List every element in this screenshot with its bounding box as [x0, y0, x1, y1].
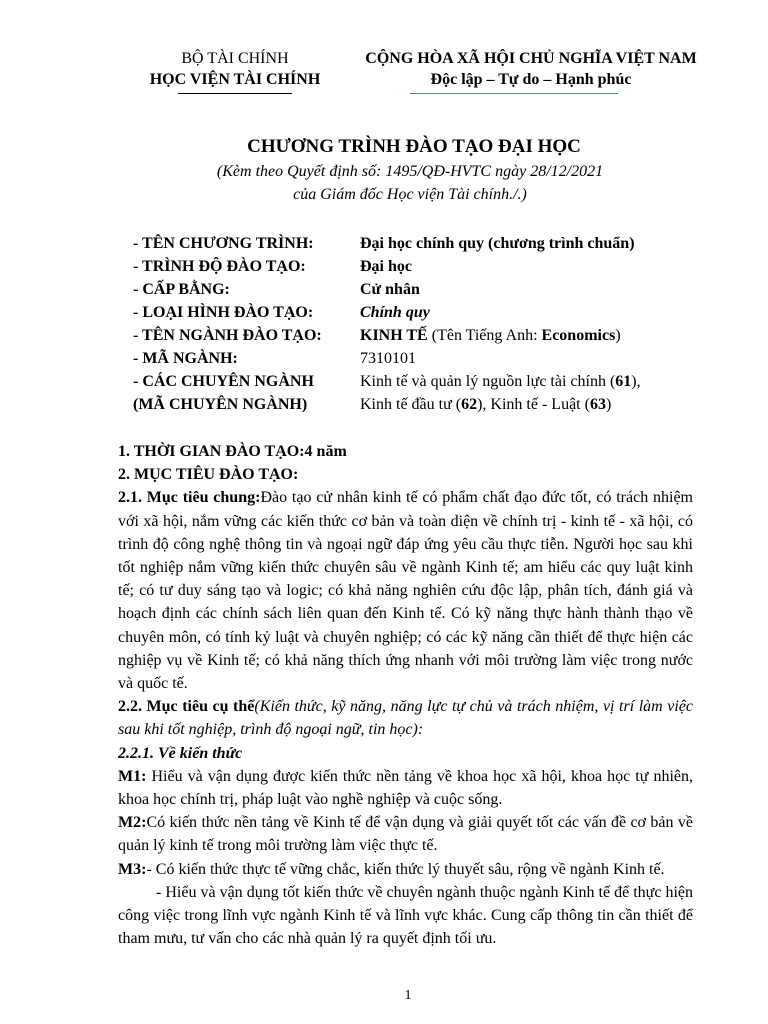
paragraph-specific-objective [118, 695, 693, 741]
m3-text: - Có kiến thức thực tế vững chắc, kiến thức lý thuyết sâu, rộng về ngành Kinh tế. [146, 860, 665, 878]
paragraph-m1 [118, 765, 697, 811]
general-objective-label: 2.1. Mục tiêu chung: [118, 489, 261, 507]
info-label: - MÃ NGÀNH: [133, 350, 238, 367]
paragraph-m2 [118, 811, 693, 857]
spec-code: 62 [461, 396, 478, 413]
info-row-major [133, 324, 705, 347]
subtitle-line-1: (Kèm theo Quyết định số: 1495/QĐ-HVTC ngày 28/12/2021 [216, 163, 604, 180]
specific-objective-text: (Kiến thức, kỹ năng, năng lực tự chủ và trách nhiệm, vị trí làm việc sau khi tốt nghiệp, trình độ ngoại ngữ, tin học): [118, 698, 693, 739]
major-name: KINH TẾ [360, 327, 428, 344]
paragraph-general-objective [118, 486, 693, 695]
page-number: 1 [404, 988, 412, 1003]
m2-label: M2: [118, 814, 147, 832]
spec-text: Kinh tế đầu tư ( [360, 396, 462, 413]
section-objectives: 2. MỤC TIÊU ĐÀO TẠO: [118, 466, 299, 484]
info-row-level [133, 255, 705, 278]
info-value: 7310101 [360, 350, 416, 367]
document-body [118, 440, 697, 950]
info-row-code [133, 347, 705, 370]
info-row-specializations [133, 370, 705, 416]
ministry-name: BỘ TÀI CHÍNH [181, 50, 289, 67]
header-right [350, 48, 712, 90]
header-right-underline [410, 93, 618, 94]
specific-objective-label: 2.2. Mục tiêu cụ thể [118, 698, 255, 716]
info-value [360, 370, 705, 416]
spec-code: 63 [589, 396, 606, 413]
section-training-time: 1. THỜI GIAN ĐÀO TẠO:4 năm [118, 443, 347, 460]
country-name: CỘNG HÒA XÃ HỘI CHỦ NGHĨA VIỆT NAM [365, 50, 697, 67]
info-label: - TÊN NGÀNH ĐÀO TẠO: [133, 327, 322, 344]
info-value: Chính quy [360, 304, 430, 321]
info-value: Cử nhân [360, 281, 420, 298]
spec-text: ), [631, 373, 641, 390]
info-value: Đại học chính quy (chương trình chuẩn) [360, 235, 635, 252]
spec-code: 61 [615, 373, 632, 390]
m1-label: M1: [118, 767, 147, 785]
info-row-program-name [133, 232, 705, 255]
info-label: - TÊN CHƯƠNG TRÌNH: [133, 235, 314, 252]
motto: Độc lập – Tự do – Hạnh phúc [430, 71, 632, 88]
paragraph-m3-continued: - Hiểu và vận dụng tốt kiến thức về chuyên ngành thuộc ngành Kinh tế để thực hiện công việc trong lĩnh vực ngành Kinh tế và lĩnh vực khác. Cung cấp thông tin cần thiết để tham mưu, tư vấn cho các nhà quản lý ra quyết định tối ưu. [118, 883, 693, 948]
info-row-degree [133, 278, 705, 301]
academy-name: HỌC VIỆN TÀI CHÍNH [149, 71, 321, 88]
major-english-prefix: (Tên Tiếng Anh: [427, 327, 542, 344]
paragraph-m3 [118, 858, 693, 881]
spec-text: ) [605, 396, 612, 413]
subsection-knowledge: 2.2.1. Về kiến thức [118, 744, 243, 762]
spec-text: ), Kinh tế - Luật ( [477, 396, 590, 413]
info-label: - CẤP BẰNG: [133, 281, 230, 298]
program-info [133, 232, 705, 416]
spec-label-line-2: (MÃ CHUYÊN NGÀNH) [133, 396, 308, 413]
spec-text: Kinh tế và quản lý nguồn lực tài chính ( [360, 373, 616, 390]
m3-label: M3: [118, 860, 147, 878]
general-objective-text: Đào tạo cử nhân kinh tế có phẩm chất đạo đức tốt, có trách nhiệm với xã hội, nắm vững các kiến thức cơ bản và toàn diện về chính trị - kinh tế - xã hội, có trình độ công nghệ thông tin và ngoại ngữ đáp ứng yêu cầu thực tiễn. Người học sau khi tốt nghiệp nắm vững kiến thức chuyên sâu về ngành Kinh tế; am hiểu các quy luật kinh tế; có tư duy sáng tạo và logic; có khả năng nghiên cứu độc lập, phân tích, đánh giá và hoạch định các chính sách liên quan đến Kinh tế. Có kỹ năng thực hành thành thạo về chuyên môn, có tính kỷ luật và chuyên nghiệp; có các kỹ năng cần thiết để thực hiện các nghiệp vụ về Kinh tế; có khả năng thích ứng nhanh với môi trường làm việc trong nước và quốc tế. [118, 489, 694, 693]
info-label [133, 370, 360, 416]
info-row-mode [133, 301, 705, 324]
info-value [360, 324, 705, 347]
subtitle-line-2: của Giám đốc Học viện Tài chính./.) [293, 186, 527, 203]
header-left-underline [178, 93, 292, 94]
m2-text: Có kiến thức nền tảng về Kinh tế để vận dụng và giải quyết tốt các vấn đề cơ bản về quản lý kinh tế trong môi trường làm việc thực tế. [118, 814, 693, 855]
info-label: - LOẠI HÌNH ĐÀO TẠO: [133, 304, 314, 321]
m1-text: Hiểu và vận dụng được kiến thức nền tảng về khoa học xã hội, khoa học tự nhiên, khoa học chính trị, pháp luật vào nghề nghiệp và cuộc sống. [118, 767, 697, 809]
info-label: - TRÌNH ĐỘ ĐÀO TẠO: [133, 258, 306, 275]
major-paren-close: ) [615, 327, 621, 344]
major-english-name: Economics [541, 327, 616, 344]
spec-label-line-1: - CÁC CHUYÊN NGÀNH [133, 373, 314, 390]
header-left [140, 48, 330, 90]
info-value: Đại học [360, 258, 412, 275]
document-title: CHƯƠNG TRÌNH ĐÀO TẠO ĐẠI HỌC [247, 136, 581, 157]
